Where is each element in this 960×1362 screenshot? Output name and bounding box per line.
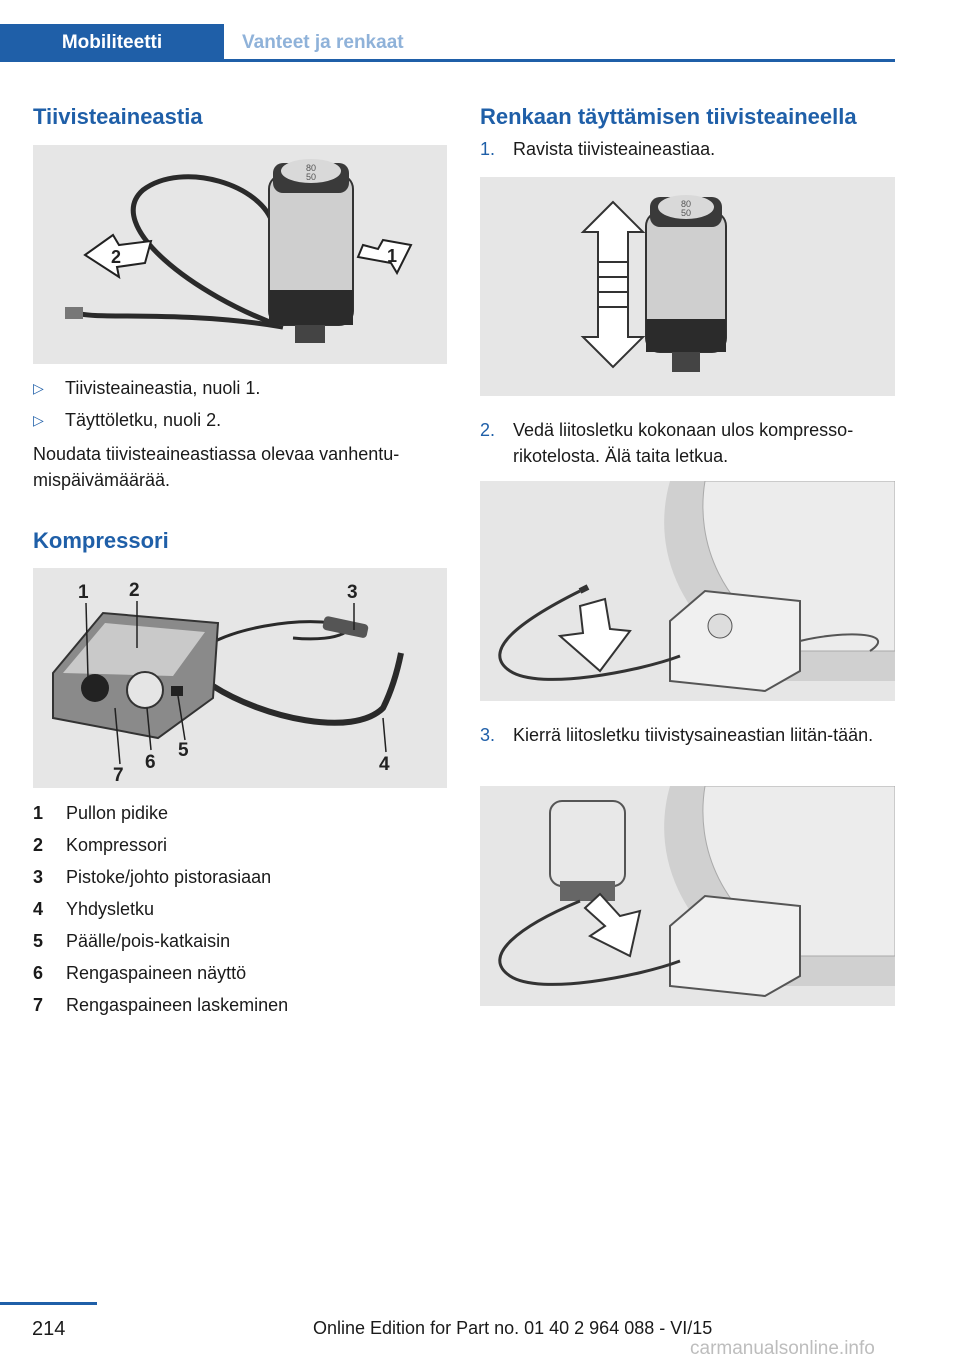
arrow-icon — [560, 599, 630, 671]
callout-5: 5 — [178, 740, 189, 761]
compressor-body — [670, 896, 800, 996]
page-number: 214 — [32, 1318, 66, 1340]
arrow-1-label: 1 — [387, 246, 398, 266]
section-title-kompressori: Kompressori — [33, 528, 169, 553]
triangle-bullet-icon: ▷ — [33, 380, 44, 396]
tab-mobiliteetti[interactable]: Mobiliteetti — [0, 24, 224, 61]
connect-hose-illustration — [480, 786, 895, 1006]
page-header — [0, 0, 895, 62]
callout-4: 4 — [379, 754, 390, 775]
shake-bottle-illustration — [480, 177, 895, 396]
power-switch — [171, 686, 183, 696]
tab-vanteet-ja-renkaat[interactable]: Vanteet ja renkaat — [242, 31, 404, 53]
step-1: 1. Ravista tiivisteaineastiaa. — [480, 139, 716, 159]
legend-row: 5 Päälle/pois-katkaisin — [33, 931, 231, 951]
connection-hose — [213, 653, 401, 723]
bottle-base — [646, 319, 726, 352]
watermark: carmanualsonline.info — [690, 1338, 875, 1359]
sealant-bottle-figure — [33, 145, 447, 364]
shake-bottle-figure — [480, 177, 895, 396]
section-title-tiivisteaineastia: Tiivisteaineastia — [33, 104, 203, 129]
connect-hose-figure — [480, 786, 895, 1006]
sealant-bottle-illustration — [33, 145, 447, 364]
bottle-neck — [560, 881, 615, 901]
hose-nozzle — [65, 307, 83, 319]
bottle-body — [550, 801, 625, 886]
hose-loop — [133, 177, 283, 327]
callout-6: 6 — [145, 752, 156, 773]
bullet-text: Tiivisteaineastia, nuoli 1. — [65, 378, 261, 398]
callout-7: 7 — [113, 765, 124, 786]
legend-row: 6 Rengaspaineen näyttö — [33, 963, 247, 983]
bullet-item — [33, 375, 260, 401]
legend-row: 2 Kompressori — [33, 835, 168, 855]
pull-hose-figure — [480, 481, 895, 701]
legend-row: 1 Pullon pidike — [33, 803, 169, 823]
section-title-renkaan-tayttaminen: Renkaan täyttämisen tiivisteaineella — [480, 104, 857, 129]
bullet-text: Täyttöletku, nuoli 2. — [65, 410, 222, 430]
bottle-valve — [295, 325, 325, 343]
up-down-arrow-icon — [583, 202, 643, 367]
expiry-note: Noudata tiivisteaineastiassa olevaa vanhentu‐mispäivämäärää. — [33, 444, 400, 490]
step-3: 3. Kierrä liitosletku tiivistysaineastian liitän‐tään. — [480, 725, 874, 745]
pressure-gauge — [708, 614, 732, 638]
bottle-label-text-1: 80 — [305, 163, 317, 173]
callout-3: 3 — [347, 582, 358, 603]
legend-row: 7 Rengaspaineen laskeminen — [33, 995, 289, 1015]
bottle-valve — [672, 352, 700, 372]
edition-text: Online Edition for Part no. 01 40 2 964 088 - VI/15 — [313, 1318, 713, 1338]
arrow-2-label: 2 — [111, 247, 122, 267]
pressure-gauge — [127, 672, 163, 708]
arrow-1-icon — [358, 240, 411, 273]
legend-row: 4 Yhdysletku — [33, 899, 155, 919]
bottle-base — [269, 290, 353, 325]
arrow-icon — [585, 894, 640, 956]
power-plug — [322, 616, 369, 639]
bottle-label-text-2: 50 — [305, 172, 317, 182]
compressor-legend — [33, 797, 288, 1021]
footer-divider — [0, 1302, 97, 1305]
step-2: 2. Vedä liitosletku kokonaan ulos kompresso‐rikotelosta. Älä taita letkua. — [480, 420, 854, 466]
bottle-label-text-1: 80 — [680, 199, 692, 209]
callout-1: 1 — [78, 582, 89, 603]
hose-nozzle — [580, 587, 588, 591]
bottle-label-text-2: 50 — [680, 208, 692, 218]
compressor-body — [670, 591, 800, 691]
bullet-item — [33, 407, 221, 433]
header-divider — [0, 59, 895, 62]
pull-hose-illustration — [480, 481, 895, 701]
compressor-figure — [33, 568, 447, 788]
callout-2: 2 — [129, 580, 140, 601]
compressor-illustration — [33, 568, 447, 788]
triangle-bullet-icon: ▷ — [33, 412, 44, 428]
legend-row: 3 Pistoke/johto pistorasiaan — [33, 867, 272, 887]
bottle-holder — [81, 674, 109, 702]
